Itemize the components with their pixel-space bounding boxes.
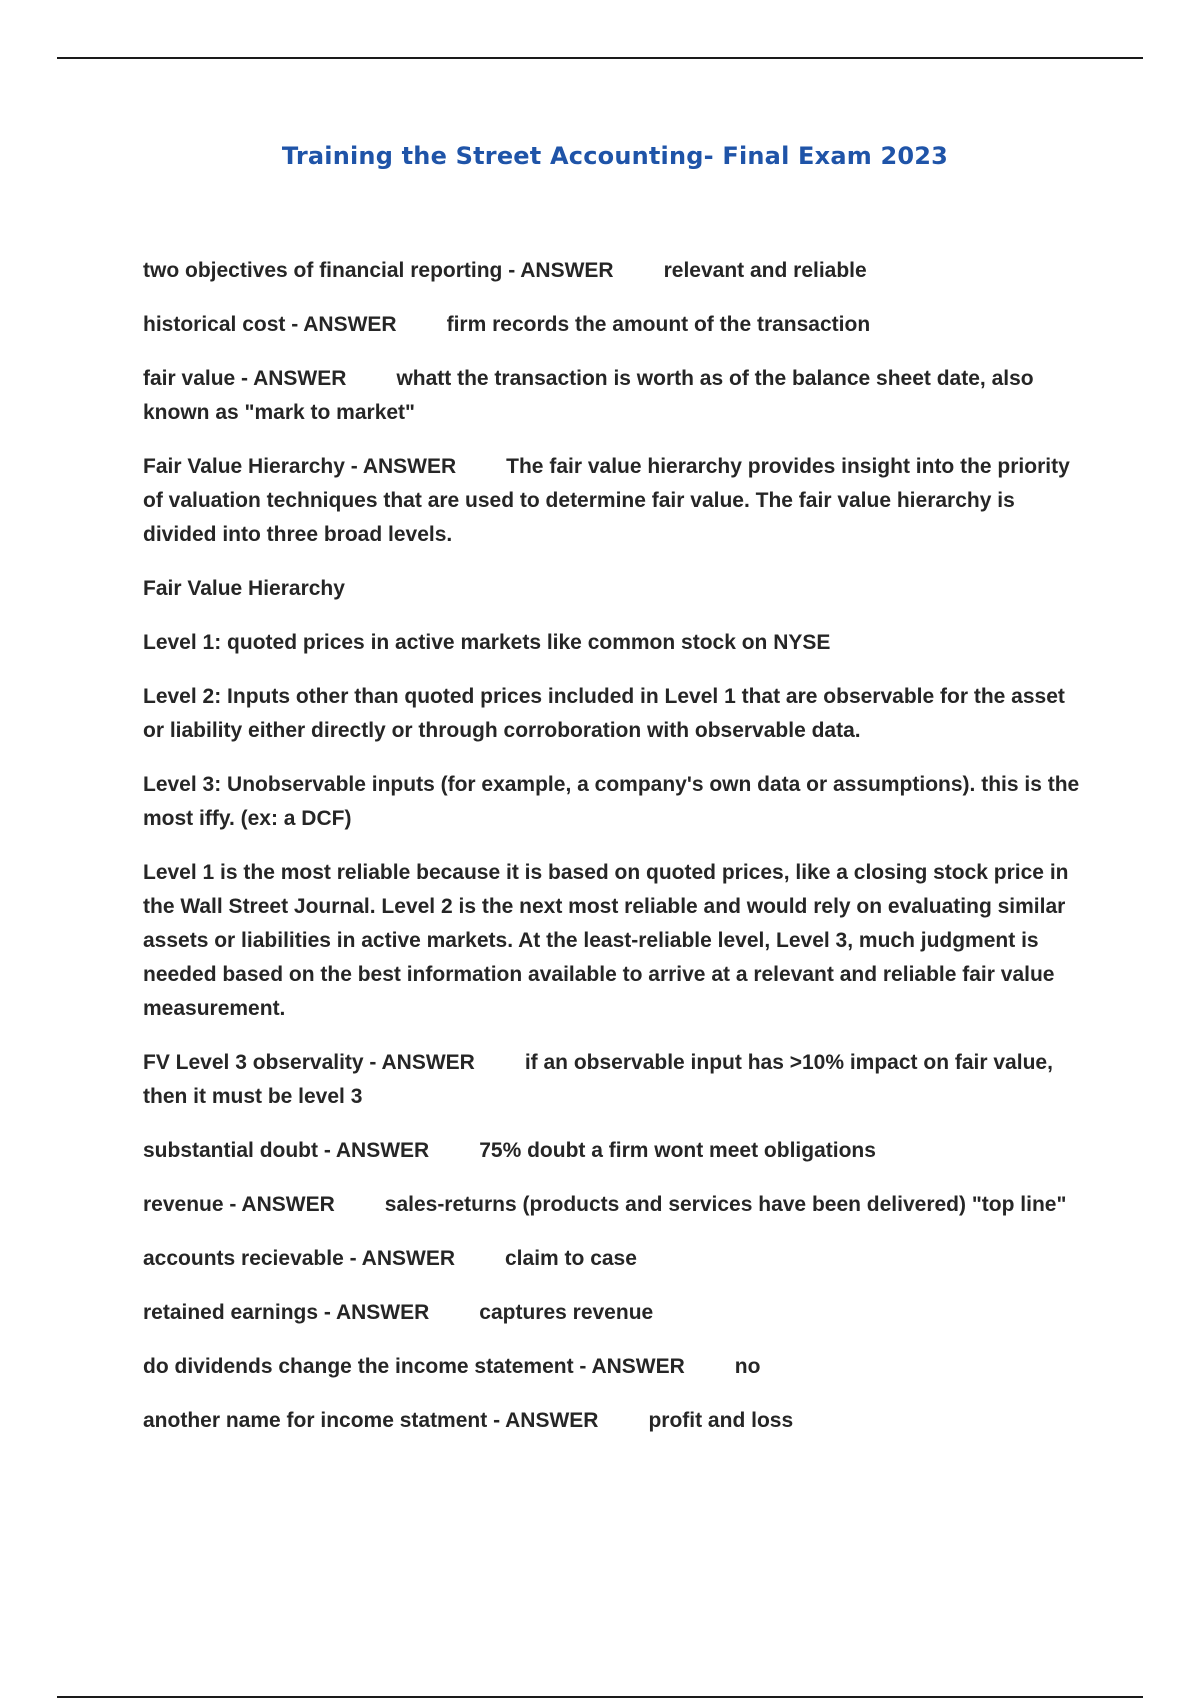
qa-entry: [143, 1188, 1088, 1222]
qa-term: substantial doubt - ANSWER: [143, 1139, 430, 1162]
qa-answer: if an observable input has >10% impact on fair value, then it must be level 3: [143, 1051, 1053, 1108]
qa-answer: firm records the amount of the transaction: [446, 313, 871, 336]
qa-entry: [143, 450, 1088, 552]
qa-answer: relevant and reliable: [663, 259, 867, 282]
qa-entry: [143, 362, 1088, 430]
bottom-rule: [57, 1696, 1143, 1698]
qa-term: revenue - ANSWER: [143, 1193, 335, 1216]
qa-answer: sales-returns (products and services have been delivered) "top line": [384, 1193, 1067, 1216]
qa-entry: [143, 1134, 1088, 1168]
qa-entry: [143, 254, 1088, 288]
text-paragraph: Level 2: Inputs other than quoted prices included in Level 1 that are observable for the asset or liability either directly or through corroboration with observable data.: [143, 685, 1065, 742]
qa-term: accounts recievable - ANSWER: [143, 1247, 455, 1270]
qa-term: retained earnings - ANSWER: [143, 1301, 430, 1324]
qa-term: do dividends change the income statement - ANSWER: [143, 1355, 685, 1378]
qa-term: Fair Value Hierarchy - ANSWER: [143, 455, 457, 478]
text-paragraph: Level 1: quoted prices in active markets like common stock on NYSE: [143, 631, 831, 654]
qa-entry: [143, 1404, 1088, 1438]
qa-answer: no: [734, 1355, 761, 1378]
qa-entry: [143, 1350, 1088, 1384]
qa-term: fair value - ANSWER: [143, 367, 347, 390]
text-paragraph: Fair Value Hierarchy: [143, 577, 345, 600]
qa-term: historical cost - ANSWER: [143, 313, 397, 336]
text-paragraph: Level 1 is the most reliable because it is based on quoted prices, like a closing stock price in the Wall Street Journal. Level 2 is the next most reliable and would rely on evaluating similar assets or liabilities in active markets. At the least-reliable level, Level 3, much judgment is needed based on the best information available to arrive at a relevant and reliable fair value measurement.: [143, 861, 1069, 1020]
qa-answer: profit and loss: [648, 1409, 794, 1432]
qa-answer: captures revenue: [479, 1301, 654, 1324]
qa-term: FV Level 3 observality - ANSWER: [143, 1051, 475, 1074]
qa-entry: [143, 1242, 1088, 1276]
qa-entry: [143, 1046, 1088, 1114]
qa-answer: 75% doubt a firm wont meet obligations: [479, 1139, 876, 1162]
qa-answer: claim to case: [505, 1247, 637, 1270]
qa-list: [143, 254, 1088, 1458]
qa-term: another name for income statment - ANSWER: [143, 1409, 599, 1432]
document-title: Training the Street Accounting- Final Exam 2023: [281, 142, 949, 170]
top-rule: [57, 57, 1143, 59]
qa-answer: The fair value hierarchy provides insight into the priority of valuation techniques that are used to determine fair value. The fair value hierarchy is divided into three broad levels.: [143, 455, 1070, 546]
text-paragraph: Level 3: Unobservable inputs (for example, a company's own data or assumptions). this is the most iffy. (ex: a DCF): [143, 773, 1080, 830]
qa-answer: whatt the transaction is worth as of the balance sheet date, also known as "mark to market": [143, 367, 1034, 424]
qa-term: two objectives of financial reporting - ANSWER: [143, 259, 614, 282]
qa-entry: [143, 308, 1088, 342]
qa-entry: [143, 1296, 1088, 1330]
